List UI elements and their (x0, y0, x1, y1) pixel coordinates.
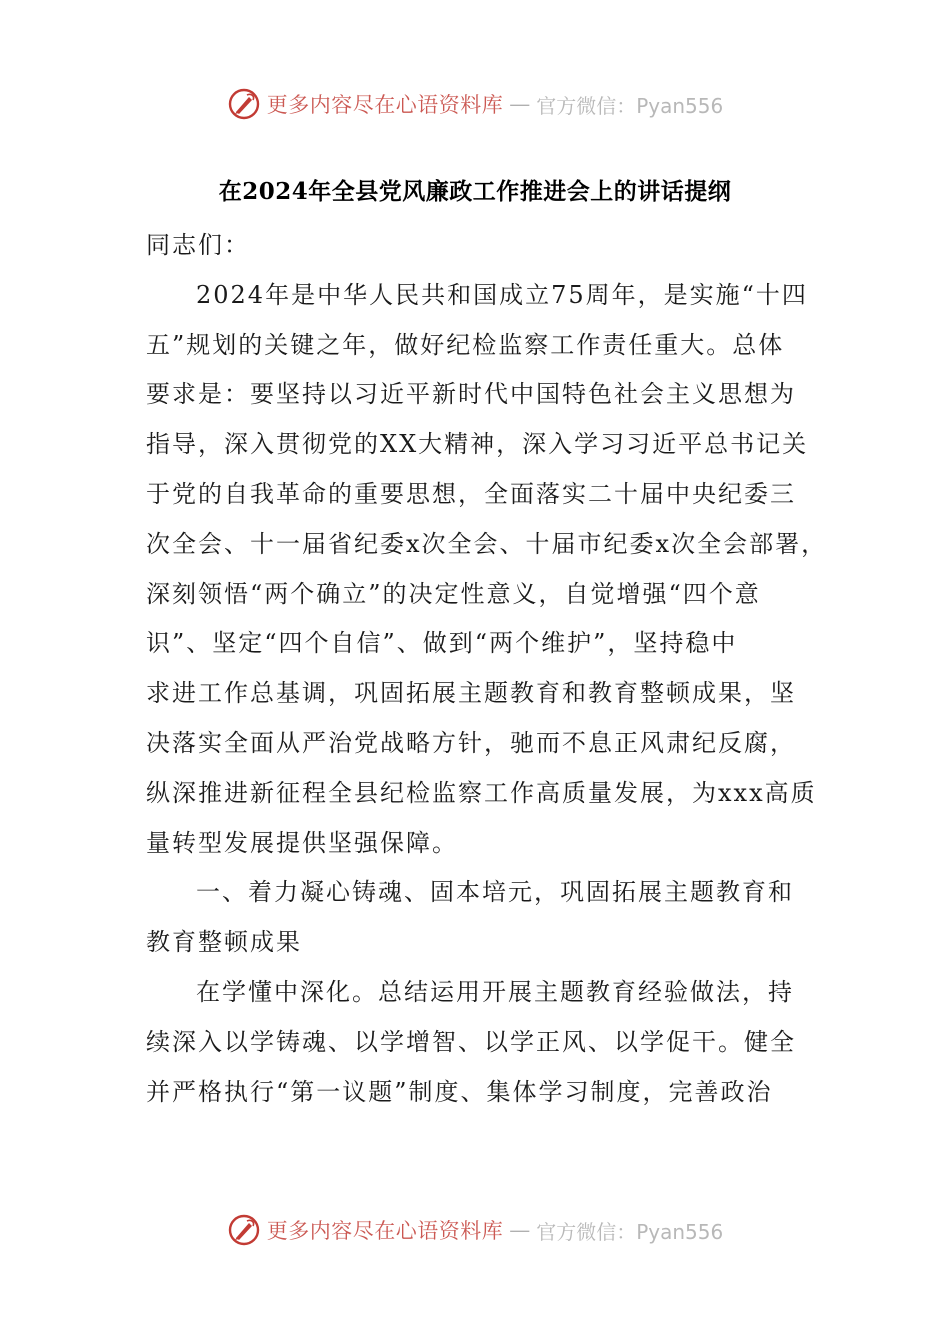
pen-logo-icon (227, 1213, 261, 1247)
pen-logo-icon (227, 87, 261, 121)
salutation: 同志们： (146, 231, 250, 259)
paragraph-line: 量转型发展提供坚强保障。 (146, 828, 458, 857)
paragraph-line: 要求是：要坚持以习近平新时代中国特色社会主义思想为 (146, 380, 796, 409)
paragraph-line: 识”、坚定“四个自信”、做到“两个维护”，坚持稳中 (146, 629, 738, 658)
section-heading-line: 教育整顿成果 (146, 928, 302, 957)
header-watermark-banner (0, 84, 950, 124)
paragraph-line: 次全会、十一届省纪委x次全会、十届市纪委x次全会部署， (146, 529, 828, 558)
watermark-dash: — (509, 92, 531, 116)
watermark-wechat-text: 官方微信：Pyan556 (536, 1219, 724, 1244)
paragraph-line: 决落实全面从严治党战略方针，驰而不息正风肃纪反腐， (146, 728, 796, 757)
watermark-dash: — (509, 1218, 531, 1242)
section-heading-line: 一、着力凝心铸魂、固本培元，巩固拓展主题教育和 (196, 878, 794, 907)
paragraph-line: 于党的自我革命的重要思想，全面落实二十届中央纪委三 (146, 479, 796, 508)
document-title: 在2024年全县党风廉政工作推进会上的讲话提纲 (218, 178, 732, 205)
watermark-site-text: 更多内容尽在心语资料库 (266, 1219, 504, 1243)
paragraph-line: 深刻领悟“两个确立”的决定性意义，自觉增强“四个意 (146, 579, 761, 608)
paragraph-line: 指导，深入贯彻党的XX大精神，深入学习习近平总书记关 (146, 430, 809, 459)
watermark-site-text: 更多内容尽在心语资料库 (266, 93, 504, 117)
paragraph-line: 五”规划的关键之年，做好纪检监察工作责任重大。总体 (146, 330, 785, 359)
document-body (146, 221, 826, 1117)
paragraph-line: 2024年是中华人民共和国成立75周年，是实施“十四 (196, 280, 808, 309)
paragraph-line: 在学懂中深化。总结运用开展主题教育经验做法，持 (196, 977, 794, 1006)
paragraph-line: 并严格执行“第一议题”制度、集体学习制度，完善政治 (146, 1077, 773, 1106)
paragraph-line: 求进工作总基调，巩固拓展主题教育和教育整顿成果，坚 (146, 679, 796, 708)
footer-watermark-banner (0, 1210, 950, 1250)
watermark-wechat-text: 官方微信：Pyan556 (536, 93, 724, 118)
paragraph-line: 续深入以学铸魂、以学增智、以学正风、以学促干。健全 (146, 1027, 796, 1056)
paragraph-line: 纵深推进新征程全县纪检监察工作高质量发展，为xxx高质 (146, 778, 817, 807)
